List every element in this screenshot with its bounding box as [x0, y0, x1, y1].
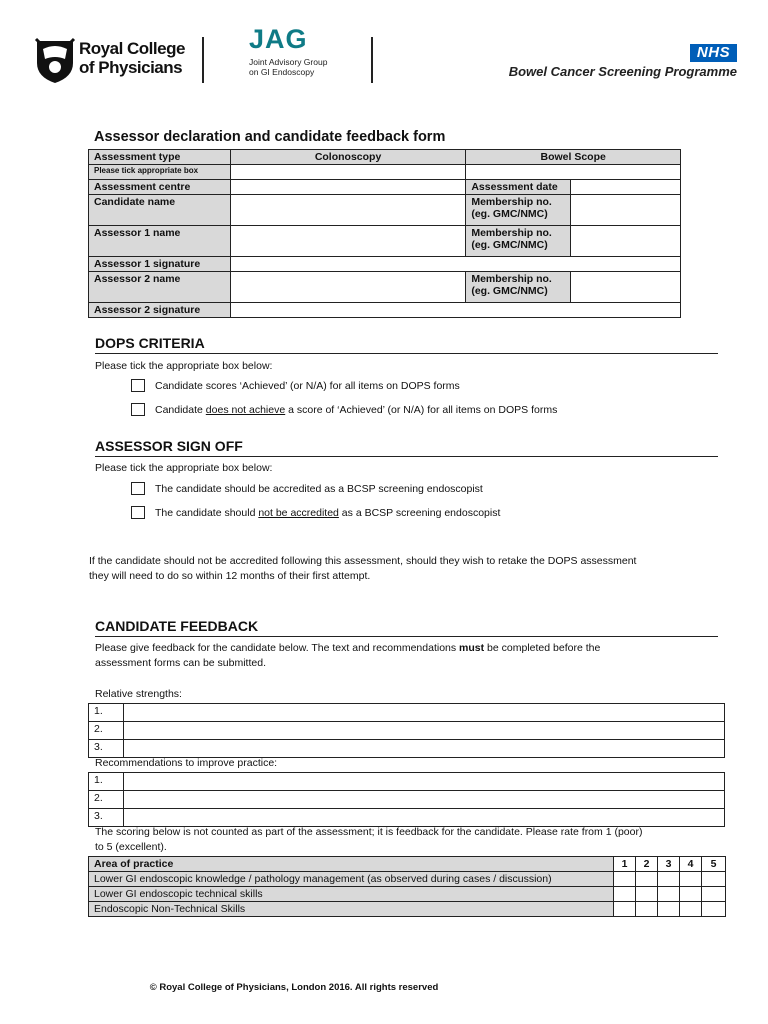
page-header: [0, 0, 768, 100]
recommendation-field-1[interactable]: [123, 773, 724, 791]
assessor2-signature-label: Assessor 2 signature: [89, 303, 231, 318]
candidate-name-label: Candidate name: [89, 195, 231, 226]
score-header-5: 5: [701, 857, 725, 872]
score-header-3: 3: [658, 857, 680, 872]
feedback-intro: Please give feedback for the candidate below. The text and recommendations must be completed before the assessment forms can be submitted.: [95, 642, 601, 669]
dops-option-not-achieved[interactable]: [131, 403, 557, 416]
recommendation-field-2[interactable]: [123, 791, 724, 809]
score-cell[interactable]: [614, 872, 636, 887]
row-number: 1.: [89, 773, 124, 791]
header-divider: [371, 37, 373, 83]
score-cell[interactable]: [636, 872, 658, 887]
area-row-label: Endoscopic Non-Technical Skills: [89, 902, 614, 917]
accredited-label: The candidate should be accredited as a BCSP screening endoscopist: [155, 482, 483, 495]
not-accredited-checkbox[interactable]: [131, 506, 145, 519]
assessor2-signature-field[interactable]: [230, 303, 680, 318]
assessor2-name-label: Assessor 2 name: [89, 272, 231, 303]
assessment-details-table: [88, 149, 681, 318]
assessor2-membership-field[interactable]: [571, 272, 681, 303]
rcp-crest-icon: [34, 37, 76, 85]
score-header-1: 1: [614, 857, 636, 872]
recommendation-field-3[interactable]: [123, 809, 724, 827]
assessment-centre-field[interactable]: [230, 180, 466, 195]
score-header-2: 2: [636, 857, 658, 872]
score-cell[interactable]: [680, 887, 702, 902]
score-cell[interactable]: [701, 902, 725, 917]
area-row-label: Lower GI endoscopic technical skills: [89, 887, 614, 902]
dops-achieved-checkbox[interactable]: [131, 379, 145, 392]
dops-not-achieved-checkbox[interactable]: [131, 403, 145, 416]
score-cell[interactable]: [614, 887, 636, 902]
area-of-practice-table: [88, 856, 726, 917]
area-row-label: Lower GI endoscopic knowledge / pathology management (as observed during cases / discussion): [89, 872, 614, 887]
bowel-scope-header: Bowel Scope: [466, 150, 681, 165]
accredited-checkbox[interactable]: [131, 482, 145, 495]
score-cell[interactable]: [614, 902, 636, 917]
relative-strengths-label: Relative strengths:: [95, 688, 182, 700]
score-cell[interactable]: [701, 887, 725, 902]
row-number: 3.: [89, 740, 124, 758]
assessment-centre-label: Assessment centre: [89, 180, 231, 195]
scoring-note: The scoring below is not counted as part of the assessment; it is feedback for the candidate. Please rate from 1 (poor) to 5 (excellent).: [95, 826, 643, 853]
signoff-instruction: Please tick the appropriate box below:: [95, 462, 273, 474]
jag-logo-title: JAG: [249, 24, 308, 54]
score-cell[interactable]: [680, 872, 702, 887]
strength-field-2[interactable]: [123, 722, 724, 740]
bowel-scope-tick-box[interactable]: [466, 165, 681, 180]
score-cell[interactable]: [701, 872, 725, 887]
strength-field-1[interactable]: [123, 704, 724, 722]
tick-note: Please tick appropriate box: [89, 165, 231, 180]
copyright-footer: © Royal College of Physicians, London 2016. All rights reserved: [149, 982, 439, 993]
signoff-option-accredited[interactable]: [131, 482, 483, 495]
assessment-type-label: Assessment type: [89, 150, 231, 165]
membership-label: Membership no. (eg. GMC/NMC): [466, 226, 571, 257]
assessor-signoff-heading: ASSESSOR SIGN OFF: [95, 438, 718, 457]
colonoscopy-tick-box[interactable]: [230, 165, 466, 180]
membership-label: Membership no. (eg. GMC/NMC): [466, 195, 571, 226]
programme-title: Bowel Cancer Screening Programme: [508, 64, 737, 79]
retake-note: If the candidate should not be accredited following this assessment, should they wish to retake the DOPS assessment they will need to do so within 12 months of their first attempt.: [89, 555, 637, 582]
candidate-name-field[interactable]: [230, 195, 466, 226]
row-number: 2.: [89, 722, 124, 740]
assessor1-signature-field[interactable]: [230, 257, 680, 272]
recommendations-table: [88, 772, 725, 827]
jag-logo-subtitle: Joint Advisory Group on GI Endoscopy: [249, 57, 328, 77]
row-number: 1.: [89, 704, 124, 722]
assessor1-name-label: Assessor 1 name: [89, 226, 231, 257]
score-header-4: 4: [680, 857, 702, 872]
area-of-practice-header: Area of practice: [89, 857, 614, 872]
row-number: 3.: [89, 809, 124, 827]
dops-instruction: Please tick the appropriate box below:: [95, 360, 273, 372]
score-cell[interactable]: [658, 902, 680, 917]
dops-option-achieved[interactable]: [131, 379, 460, 392]
assessment-date-field[interactable]: [571, 180, 681, 195]
score-cell[interactable]: [680, 902, 702, 917]
dops-not-achieved-label: Candidate does not achieve a score of ‘Achieved’ (or N/A) for all items on DOPS forms: [155, 403, 558, 416]
score-cell[interactable]: [658, 887, 680, 902]
form-title: Assessor declaration and candidate feedback form: [94, 129, 446, 145]
assessor1-signature-label: Assessor 1 signature: [89, 257, 231, 272]
recommendations-label: Recommendations to improve practice:: [95, 757, 278, 769]
colonoscopy-header: Colonoscopy: [230, 150, 466, 165]
score-cell[interactable]: [636, 902, 658, 917]
candidate-membership-field[interactable]: [571, 195, 681, 226]
dops-criteria-heading: DOPS CRITERIA: [95, 335, 718, 354]
membership-label: Membership no. (eg. GMC/NMC): [466, 272, 571, 303]
score-cell[interactable]: [636, 887, 658, 902]
assessor1-membership-field[interactable]: [571, 226, 681, 257]
dops-achieved-label: Candidate scores ‘Achieved’ (or N/A) for all items on DOPS forms: [155, 379, 460, 392]
relative-strengths-table: [88, 703, 725, 758]
assessor1-name-field[interactable]: [230, 226, 466, 257]
score-cell[interactable]: [658, 872, 680, 887]
nhs-logo: NHS: [690, 44, 737, 62]
signoff-option-not-accredited[interactable]: [131, 506, 500, 519]
assessment-date-label: Assessment date: [466, 180, 571, 195]
not-accredited-label: The candidate should not be accredited as a BCSP screening endoscopist: [155, 506, 501, 519]
header-divider: [202, 37, 204, 83]
assessor2-name-field[interactable]: [230, 272, 466, 303]
candidate-feedback-heading: CANDIDATE FEEDBACK: [95, 618, 718, 637]
rcp-logo-text: Royal College of Physicians: [79, 39, 185, 77]
row-number: 2.: [89, 791, 124, 809]
strength-field-3[interactable]: [123, 740, 724, 758]
